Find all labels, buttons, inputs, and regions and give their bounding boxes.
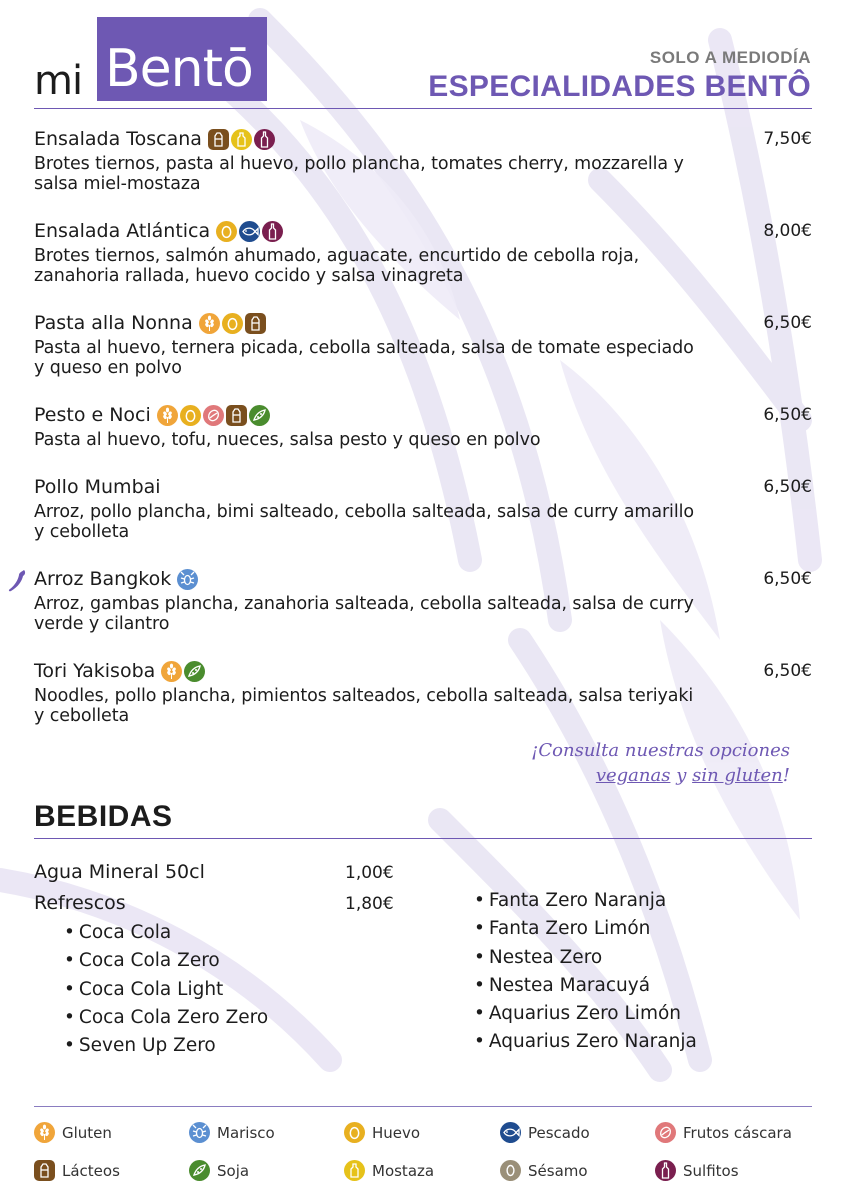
- dish-description-line: verde y cilantro: [34, 614, 170, 634]
- legend-label: Frutos cáscara: [683, 1123, 792, 1142]
- legend-label: Pescado: [528, 1123, 590, 1142]
- dish-item: [34, 656, 812, 726]
- dish-description-line: Pasta al huevo, ternera picada, cebolla salteada, salsa de tomate especiado: [34, 338, 694, 358]
- list-item: • Aquarius Zero Naranja: [474, 1028, 697, 1056]
- drink-price: 1,80€: [345, 894, 394, 914]
- fish-icon: [500, 1122, 521, 1143]
- list-item: • Fanta Zero Limón: [474, 915, 697, 943]
- dish-description: [34, 594, 812, 634]
- list-item: • Seven Up Zero: [64, 1032, 268, 1060]
- sulphites-icon: [262, 221, 283, 242]
- header-divider: [34, 108, 812, 109]
- list-item: • Coca Cola Zero Zero: [64, 1004, 268, 1032]
- dish-description-line: y cebolleta: [34, 706, 130, 726]
- dish-description: [34, 430, 812, 450]
- sulphites-icon: [254, 129, 275, 150]
- dish-price: 6,50€: [763, 313, 812, 333]
- dish-name: Ensalada Atlántica: [34, 220, 211, 242]
- dish-description-line: Brotes tiernos, salmón ahumado, aguacate, encurtido de cebolla roja,: [34, 246, 640, 266]
- dish-allergens: [157, 405, 272, 426]
- legend-item-marisco: [189, 1122, 275, 1143]
- soy-icon: [189, 1160, 210, 1181]
- legend-item-pescado: [500, 1122, 590, 1143]
- drink-name: Agua Mineral 50cl: [34, 861, 205, 883]
- dish-allergens: [199, 313, 268, 334]
- nuts-icon: [655, 1122, 676, 1143]
- soy-icon: [249, 405, 270, 426]
- soy-icon: [184, 661, 205, 682]
- dish-item: [34, 564, 812, 634]
- dish-description: [34, 502, 812, 542]
- gluten-icon: [157, 405, 178, 426]
- dish-price: 8,00€: [763, 221, 812, 241]
- mustard-icon: [344, 1160, 365, 1181]
- dish-allergens: [177, 569, 200, 590]
- list-item: • Aquarius Zero Limón: [474, 1000, 697, 1028]
- brand-logo: [34, 17, 274, 103]
- gluten-icon: [161, 661, 182, 682]
- gluten-free-options-link[interactable]: sin gluten: [692, 765, 783, 786]
- list-item: • Coca Cola: [64, 919, 268, 947]
- dish-allergens: [208, 129, 277, 150]
- nuts-icon: [203, 405, 224, 426]
- dish-allergens: [161, 661, 207, 682]
- list-item: • Fanta Zero Naranja: [474, 887, 697, 915]
- dish-name: Pasta alla Nonna: [34, 312, 193, 334]
- legend-label: Gluten: [62, 1123, 112, 1142]
- header-subtitle: SOLO A MEDIODÍA: [649, 48, 811, 67]
- dish-description: [34, 154, 812, 194]
- sulphites-icon: [655, 1160, 676, 1181]
- legend-item-soja: [189, 1160, 249, 1181]
- note-end: !: [782, 765, 790, 786]
- egg-icon: [222, 313, 243, 334]
- vegan-options-link[interactable]: veganas: [595, 765, 671, 786]
- legend-item-gluten: [34, 1122, 112, 1143]
- dish-item: [34, 308, 812, 378]
- list-item: • Coca Cola Light: [64, 976, 268, 1004]
- dish-description-line: Pasta al huevo, tofu, nueces, salsa pesto y queso en polvo: [34, 430, 541, 450]
- drinks-section-title: BEBIDAS: [34, 800, 173, 833]
- dish-item: [34, 400, 812, 450]
- dish-name: Pesto e Noci: [34, 404, 151, 426]
- legend-label: Soja: [217, 1161, 250, 1180]
- legend-label: Mostaza: [372, 1161, 435, 1180]
- dish-description: [34, 246, 812, 286]
- list-item: • Coca Cola Zero: [64, 947, 268, 975]
- mustard-icon: [231, 129, 252, 150]
- page-title: ESPECIALIDADES BENTÔ: [428, 70, 811, 103]
- logo-word: Bentō: [105, 39, 253, 99]
- dish-name: Pollo Mumbai: [34, 476, 161, 498]
- dish-name: Ensalada Toscana: [34, 128, 202, 150]
- drink-name: Refrescos: [34, 892, 126, 914]
- fish-icon: [239, 221, 260, 242]
- logo-box: [97, 17, 267, 101]
- vegan-glutenfree-note: [531, 738, 790, 788]
- legend-label: Marisco: [217, 1123, 275, 1142]
- shellfish-icon: [189, 1122, 210, 1143]
- sesame-icon: [500, 1160, 521, 1181]
- legend-item-sesamo: [500, 1160, 588, 1181]
- legend-item-lacteos: [34, 1160, 120, 1181]
- dish-name: Arroz Bangkok: [34, 568, 172, 590]
- dish-description-line: Arroz, pollo plancha, bimi salteado, cebolla salteada, salsa de curry amarillo: [34, 502, 694, 522]
- note-line-2: [531, 763, 790, 788]
- dairy-icon: [245, 313, 266, 334]
- dish-description: [34, 338, 812, 378]
- dish-price: 6,50€: [763, 569, 812, 589]
- legend-item-frutos: [655, 1122, 792, 1143]
- dish-price: 7,50€: [763, 129, 812, 149]
- list-item: • Nestea Maracuyá: [474, 972, 697, 1000]
- dish-description-line: salsa miel-mostaza: [34, 174, 201, 194]
- legend-label: Sésamo: [528, 1161, 588, 1180]
- dish-description-line: y queso en polvo: [34, 358, 182, 378]
- dish-price: 6,50€: [763, 661, 812, 681]
- header: [428, 48, 811, 104]
- gluten-icon: [199, 313, 220, 334]
- dish-allergens: [216, 221, 285, 242]
- drink-item: [34, 892, 126, 914]
- drink-item: [34, 861, 205, 883]
- dish-description-line: Arroz, gambas plancha, zanahoria salteada, cebolla salteada, salsa de curry: [34, 594, 694, 614]
- logo-prefix: mi: [34, 58, 83, 104]
- dish-description-line: Noodles, pollo plancha, pimientos salteados, cebolla salteada, salsa teriyaki: [34, 686, 694, 706]
- dish-item: [34, 216, 812, 286]
- note-conjunction: y: [676, 765, 687, 786]
- drink-price: 1,00€: [345, 863, 394, 883]
- legend-label: Sulfitos: [683, 1161, 739, 1180]
- dish-item: [34, 124, 812, 194]
- egg-icon: [180, 405, 201, 426]
- legend-label: Huevo: [372, 1123, 421, 1142]
- dairy-icon: [34, 1160, 55, 1181]
- dish-description-line: Brotes tiernos, pasta al huevo, pollo plancha, tomates cherry, mozzarella y: [34, 154, 684, 174]
- legend-item-sulfitos: [655, 1160, 739, 1181]
- dish-description-line: zanahoria rallada, huevo cocido y salsa vinagreta: [34, 266, 464, 286]
- note-line-1: ¡Consulta nuestras opciones: [531, 740, 790, 761]
- dairy-icon: [208, 129, 229, 150]
- dish-description: [34, 686, 812, 726]
- drinks-divider: [34, 838, 812, 839]
- dairy-icon: [226, 405, 247, 426]
- egg-icon: [216, 221, 237, 242]
- dish-description-line: y cebolleta: [34, 522, 130, 542]
- dish-name: Tori Yakisoba: [34, 660, 156, 682]
- legend-divider: [34, 1106, 812, 1107]
- list-item: • Nestea Zero: [474, 944, 697, 972]
- soft-drinks-list-right: [474, 887, 697, 1057]
- egg-icon: [344, 1122, 365, 1143]
- gluten-icon: [34, 1122, 55, 1143]
- shellfish-icon: [177, 569, 198, 590]
- dish-price: 6,50€: [763, 477, 812, 497]
- legend-label: Lácteos: [62, 1161, 120, 1180]
- soft-drinks-list-left: [64, 919, 268, 1060]
- legend-item-mostaza: [344, 1160, 434, 1181]
- chili-pepper-icon: [7, 568, 29, 594]
- legend-item-huevo: [344, 1122, 420, 1143]
- dish-list: [34, 124, 812, 726]
- dish-item: [34, 472, 812, 542]
- dish-price: 6,50€: [763, 405, 812, 425]
